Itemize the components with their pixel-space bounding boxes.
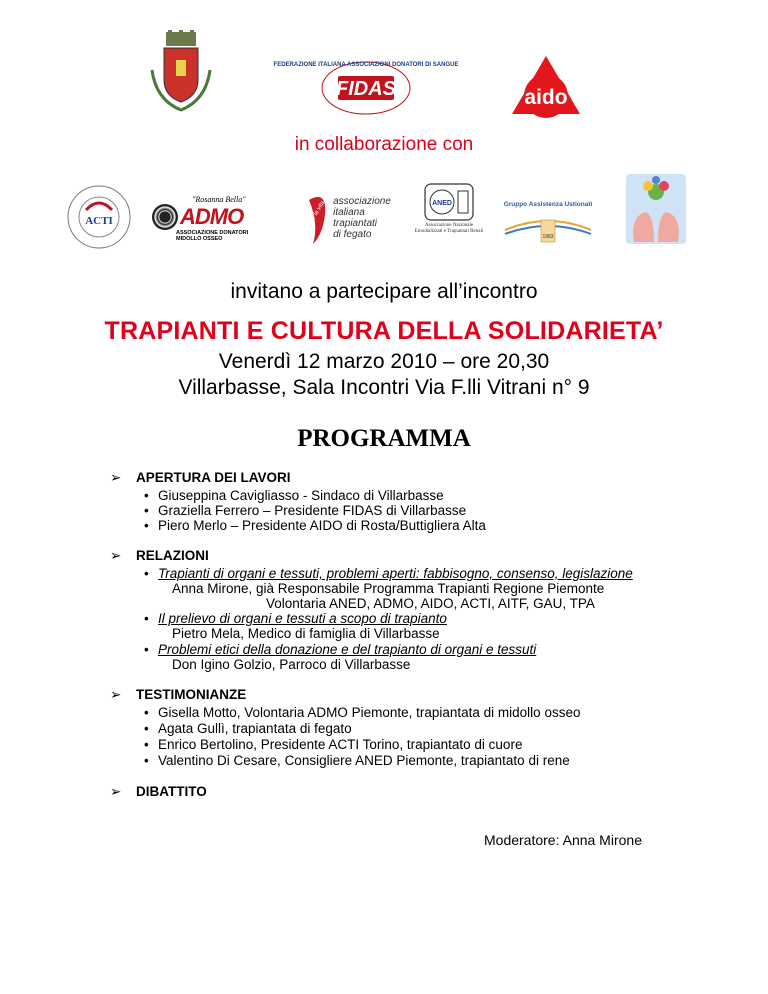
bullet-icon: • xyxy=(144,705,149,720)
collaboration-text: in collaborazione con xyxy=(294,134,474,155)
aitf-line-1: associazione xyxy=(333,196,391,207)
talk-title: Problemi etici della donazione e del trapianto di organi e tessuti xyxy=(158,642,537,657)
fidas-ring-text: FEDERAZIONE ITALIANA ASSOCIAZIONI DONATORI DI SANGUE xyxy=(273,62,459,68)
aned-wordmark: ANED xyxy=(432,200,452,207)
list-item-text: Enrico Bertolino, Presidente ACTI Torino, trapiantato di cuore xyxy=(158,737,523,752)
section-relazioni xyxy=(110,548,209,564)
arrowhead-bullet-icon: ➢ xyxy=(110,687,122,702)
admo-tagline: "Rosanna Bella" xyxy=(192,194,246,204)
gau-logo xyxy=(500,196,596,248)
moderator-text: Moderatore: Anna Mirone xyxy=(484,832,642,848)
fidas-wordmark: FIDAS xyxy=(336,78,396,100)
list-item xyxy=(144,566,633,581)
event-place: Villarbasse, Sala Incontri Via F.lli Vitrani n° 9 xyxy=(178,376,590,399)
section-apertura xyxy=(110,470,291,486)
acti-wordmark: ACTI xyxy=(85,215,113,227)
aitf-side-text: per la vita xyxy=(307,200,327,226)
arrowhead-bullet-icon: ➢ xyxy=(110,784,122,799)
event-date: Venerdì 12 marzo 2010 – ore 20,30 xyxy=(218,350,550,373)
talk-title: Trapianti di organi e tessuti, problemi aperti: fabbisogno, consenso, legislazione xyxy=(158,566,633,581)
gau-year: 1983 xyxy=(542,233,554,240)
aned-logo xyxy=(412,172,486,244)
bullet-icon: • xyxy=(144,488,149,503)
section-testimonianze-title: TESTIMONIANZE xyxy=(136,687,247,702)
event-title: TRAPIANTI E CULTURA DELLA SOLIDARIETA’ xyxy=(104,317,664,345)
admo-subtitle-2: MIDOLLO OSSEO xyxy=(176,235,223,242)
bullet-icon: • xyxy=(144,721,149,736)
list-item xyxy=(144,503,467,518)
arrowhead-bullet-icon: ➢ xyxy=(110,470,122,485)
aido-logo xyxy=(506,52,586,118)
aned-subtitle: Associazione Nazionale Emodializzati e Trapiantati Renali xyxy=(414,223,484,234)
admo-emblem-icon xyxy=(152,204,178,230)
section-testimonianze xyxy=(110,687,246,703)
list-item xyxy=(144,611,447,626)
acti-logo xyxy=(66,184,132,250)
bullet-icon: • xyxy=(144,518,149,533)
tpa-logo xyxy=(624,172,688,246)
aitf-line-4: di fegato xyxy=(333,229,372,240)
talk-speaker-role: Volontaria ANED, ADMO, AIDO, ACTI, AITF, GAU, TPA xyxy=(266,596,595,611)
section-dibattito-title: DIBATTITO xyxy=(136,784,207,799)
bullet-icon: • xyxy=(144,642,149,657)
talk-speaker: Anna Mirone, già Responsabile Programma Trapianti Regione Piemonte xyxy=(172,581,605,596)
list-item xyxy=(144,705,581,720)
list-item xyxy=(144,488,444,503)
aitf-logo xyxy=(302,188,394,248)
list-item-text: Valentino Di Cesare, Consigliere ANED Piemonte, trapiantato di rene xyxy=(158,753,570,768)
section-dibattito xyxy=(110,784,207,800)
talk-speaker: Pietro Mela, Medico di famiglia di Villarbasse xyxy=(172,626,440,641)
admo-logo xyxy=(152,190,260,246)
section-relazioni-title: RELAZIONI xyxy=(136,548,209,563)
bullet-icon: • xyxy=(144,753,149,768)
list-item xyxy=(144,642,537,657)
gau-wordmark: Gruppo Assistenza Ustionati xyxy=(503,200,593,208)
admo-subtitle-1: ASSOCIAZIONE DONATORI xyxy=(176,229,249,236)
bullet-icon: • xyxy=(144,503,149,518)
list-item xyxy=(144,753,570,768)
list-item xyxy=(144,721,352,736)
bullet-icon: • xyxy=(144,737,149,752)
bullet-icon: • xyxy=(144,611,149,626)
list-item-text: Piero Merlo – Presidente AIDO di Rosta/Buttigliera Alta xyxy=(158,518,486,533)
programma-heading: PROGRAMMA xyxy=(297,425,471,452)
arrowhead-bullet-icon: ➢ xyxy=(110,548,122,563)
talk-speaker: Don Igino Golzio, Parroco di Villarbasse xyxy=(172,657,411,672)
list-item xyxy=(144,737,523,752)
comune-crest-logo xyxy=(146,30,216,114)
aitf-line-3: trapiantati xyxy=(333,218,378,229)
invite-text: invitano a partecipare all’incontro xyxy=(230,280,538,303)
list-item-text: Gisella Motto, Volontaria ADMO Piemonte, trapiantata di midollo osseo xyxy=(158,705,581,720)
talk-title: Il prelievo di organi e tessuti a scopo di trapianto xyxy=(158,611,447,626)
fidas-logo xyxy=(273,52,459,116)
list-item-text: Graziella Ferrero – Presidente FIDAS di Villarbasse xyxy=(158,503,467,518)
aido-wordmark: aido xyxy=(524,86,568,109)
aitf-line-2: italiana xyxy=(333,207,365,218)
list-item-text: Agata Gullì, trapiantata di fegato xyxy=(158,721,352,736)
bullet-icon: • xyxy=(144,566,149,581)
admo-wordmark: ADMO xyxy=(180,203,244,229)
list-item xyxy=(144,518,486,533)
list-item-text: Giuseppina Cavigliasso - Sindaco di Villarbasse xyxy=(158,488,444,503)
section-apertura-title: APERTURA DEI LAVORI xyxy=(136,470,291,485)
